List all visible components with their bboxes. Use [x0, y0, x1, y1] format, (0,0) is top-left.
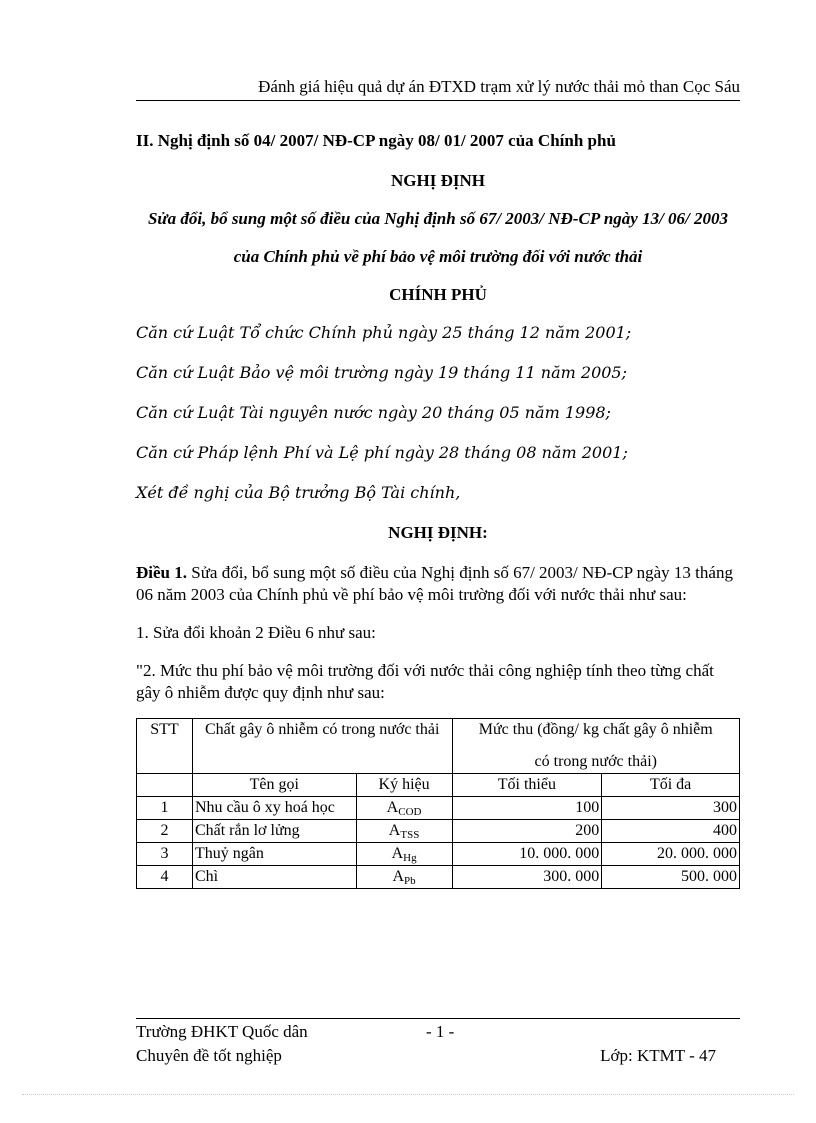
- header-rate: [452, 719, 740, 774]
- table-row: [137, 866, 740, 889]
- row-name: Chì: [192, 866, 356, 889]
- header-rate-line-2: có trong nước thải): [534, 753, 657, 770]
- decree-title: NGHỊ ĐỊNH: [391, 171, 485, 190]
- row-min: 200: [452, 820, 602, 843]
- row-symbol: $A_{Pb}$: [356, 866, 452, 889]
- legal-basis-1: Căn cứ Luật Tổ chức Chính phủ ngày 25 tháng 12 năm 2001;: [136, 323, 632, 342]
- article-1-label: Điều 1.: [136, 563, 187, 582]
- page-boundary-divider: [22, 1094, 794, 1095]
- row-stt: 2: [137, 820, 193, 843]
- legal-basis-3: Căn cứ Luật Tài nguyên nước ngày 20 tháng 05 năm 1998;: [136, 403, 611, 422]
- clause-2: "2. Mức thu phí bảo vệ môi trường đối với nước thải công nghiệp tính theo từng chất gây ô nhiễm được quy định như sau:: [136, 661, 714, 702]
- header-stt: STT: [137, 719, 193, 774]
- row-max: 400: [602, 820, 740, 843]
- row-symbol: $A_{Hg}$: [356, 843, 452, 866]
- subheader-empty: [137, 774, 193, 797]
- footer-topic: Chuyên đề tốt nghiệp: [136, 1046, 282, 1065]
- header-name: Tên gọi: [192, 774, 356, 797]
- row-max: 20. 000. 000: [602, 843, 740, 866]
- document-body: [136, 130, 740, 889]
- footer-page-number: - 1 -: [426, 1022, 455, 1041]
- table-subheader-row: [137, 774, 740, 797]
- row-stt: 3: [137, 843, 193, 866]
- running-header: Đánh giá hiệu quả dự án ĐTXD trạm xử lý nước thải mỏ than Cọc Sáu: [136, 76, 740, 101]
- footer-school: Trường ĐHKT Quốc dân: [136, 1022, 308, 1041]
- row-min: 100: [452, 797, 602, 820]
- row-name: Thuỷ ngân: [192, 843, 356, 866]
- clause-1: 1. Sửa đổi khoản 2 Điều 6 như sau:: [136, 623, 376, 642]
- row-stt: 4: [137, 866, 193, 889]
- government-heading: CHÍNH PHỦ: [389, 285, 487, 304]
- decree-title-2: NGHỊ ĐỊNH:: [388, 523, 488, 542]
- header-symbol: Ký hiệu: [356, 774, 452, 797]
- row-name: Nhu cầu ô xy hoá học: [192, 797, 356, 820]
- section-heading: II. Nghị định số 04/ 2007/ NĐ-CP ngày 08/ 01/ 2007 của Chính phủ: [136, 131, 616, 150]
- decree-subtitle-2: của Chính phủ về phí bảo vệ môi trường đối với nước thải: [233, 247, 643, 266]
- row-max: 500. 000: [602, 866, 740, 889]
- row-min: 300. 000: [452, 866, 602, 889]
- table-row: [137, 797, 740, 820]
- table-header-row: [137, 719, 740, 774]
- legal-basis-2: Căn cứ Luật Bảo vệ môi trường ngày 19 tháng 11 năm 2005;: [136, 363, 627, 382]
- row-max: 300: [602, 797, 740, 820]
- header-min: Tối thiểu: [452, 774, 602, 797]
- row-symbol: $A_{TSS}$: [356, 820, 452, 843]
- decree-subtitle-1: Sửa đổi, bổ sung một số điều của Nghị định số 67/ 2003/ NĐ-CP ngày 13/ 06/ 2003: [147, 209, 729, 228]
- row-name: Chất rắn lơ lửng: [192, 820, 356, 843]
- legal-basis-5: Xét đề nghị của Bộ trưởng Bộ Tài chính,: [136, 483, 461, 502]
- row-stt: 1: [137, 797, 193, 820]
- legal-basis-4: Căn cứ Pháp lệnh Phí và Lệ phí ngày 28 tháng 08 năm 2001;: [136, 443, 628, 462]
- fee-table: [136, 718, 740, 889]
- page-footer: [136, 1018, 740, 1069]
- article-1: [136, 562, 740, 606]
- row-symbol: $A_{COD}$: [356, 797, 452, 820]
- header-pollutant: Chất gây ô nhiễm có trong nước thải: [192, 719, 452, 774]
- header-rate-line-1: Mức thu (đồng/ kg chất gây ô nhiễm: [478, 721, 713, 738]
- footer-class: Lớp: KTMT - 47: [600, 1046, 716, 1065]
- table-row: [137, 820, 740, 843]
- row-min: 10. 000. 000: [452, 843, 602, 866]
- article-1-text: Sửa đổi, bổ sung một số điều của Nghị định số 67/ 2003/ NĐ-CP ngày 13 tháng 06 năm 2003 của Chính phủ về phí bảo vệ môi trường đối với nước thải như sau:: [136, 563, 733, 604]
- table-row: [137, 843, 740, 866]
- header-max: Tối đa: [602, 774, 740, 797]
